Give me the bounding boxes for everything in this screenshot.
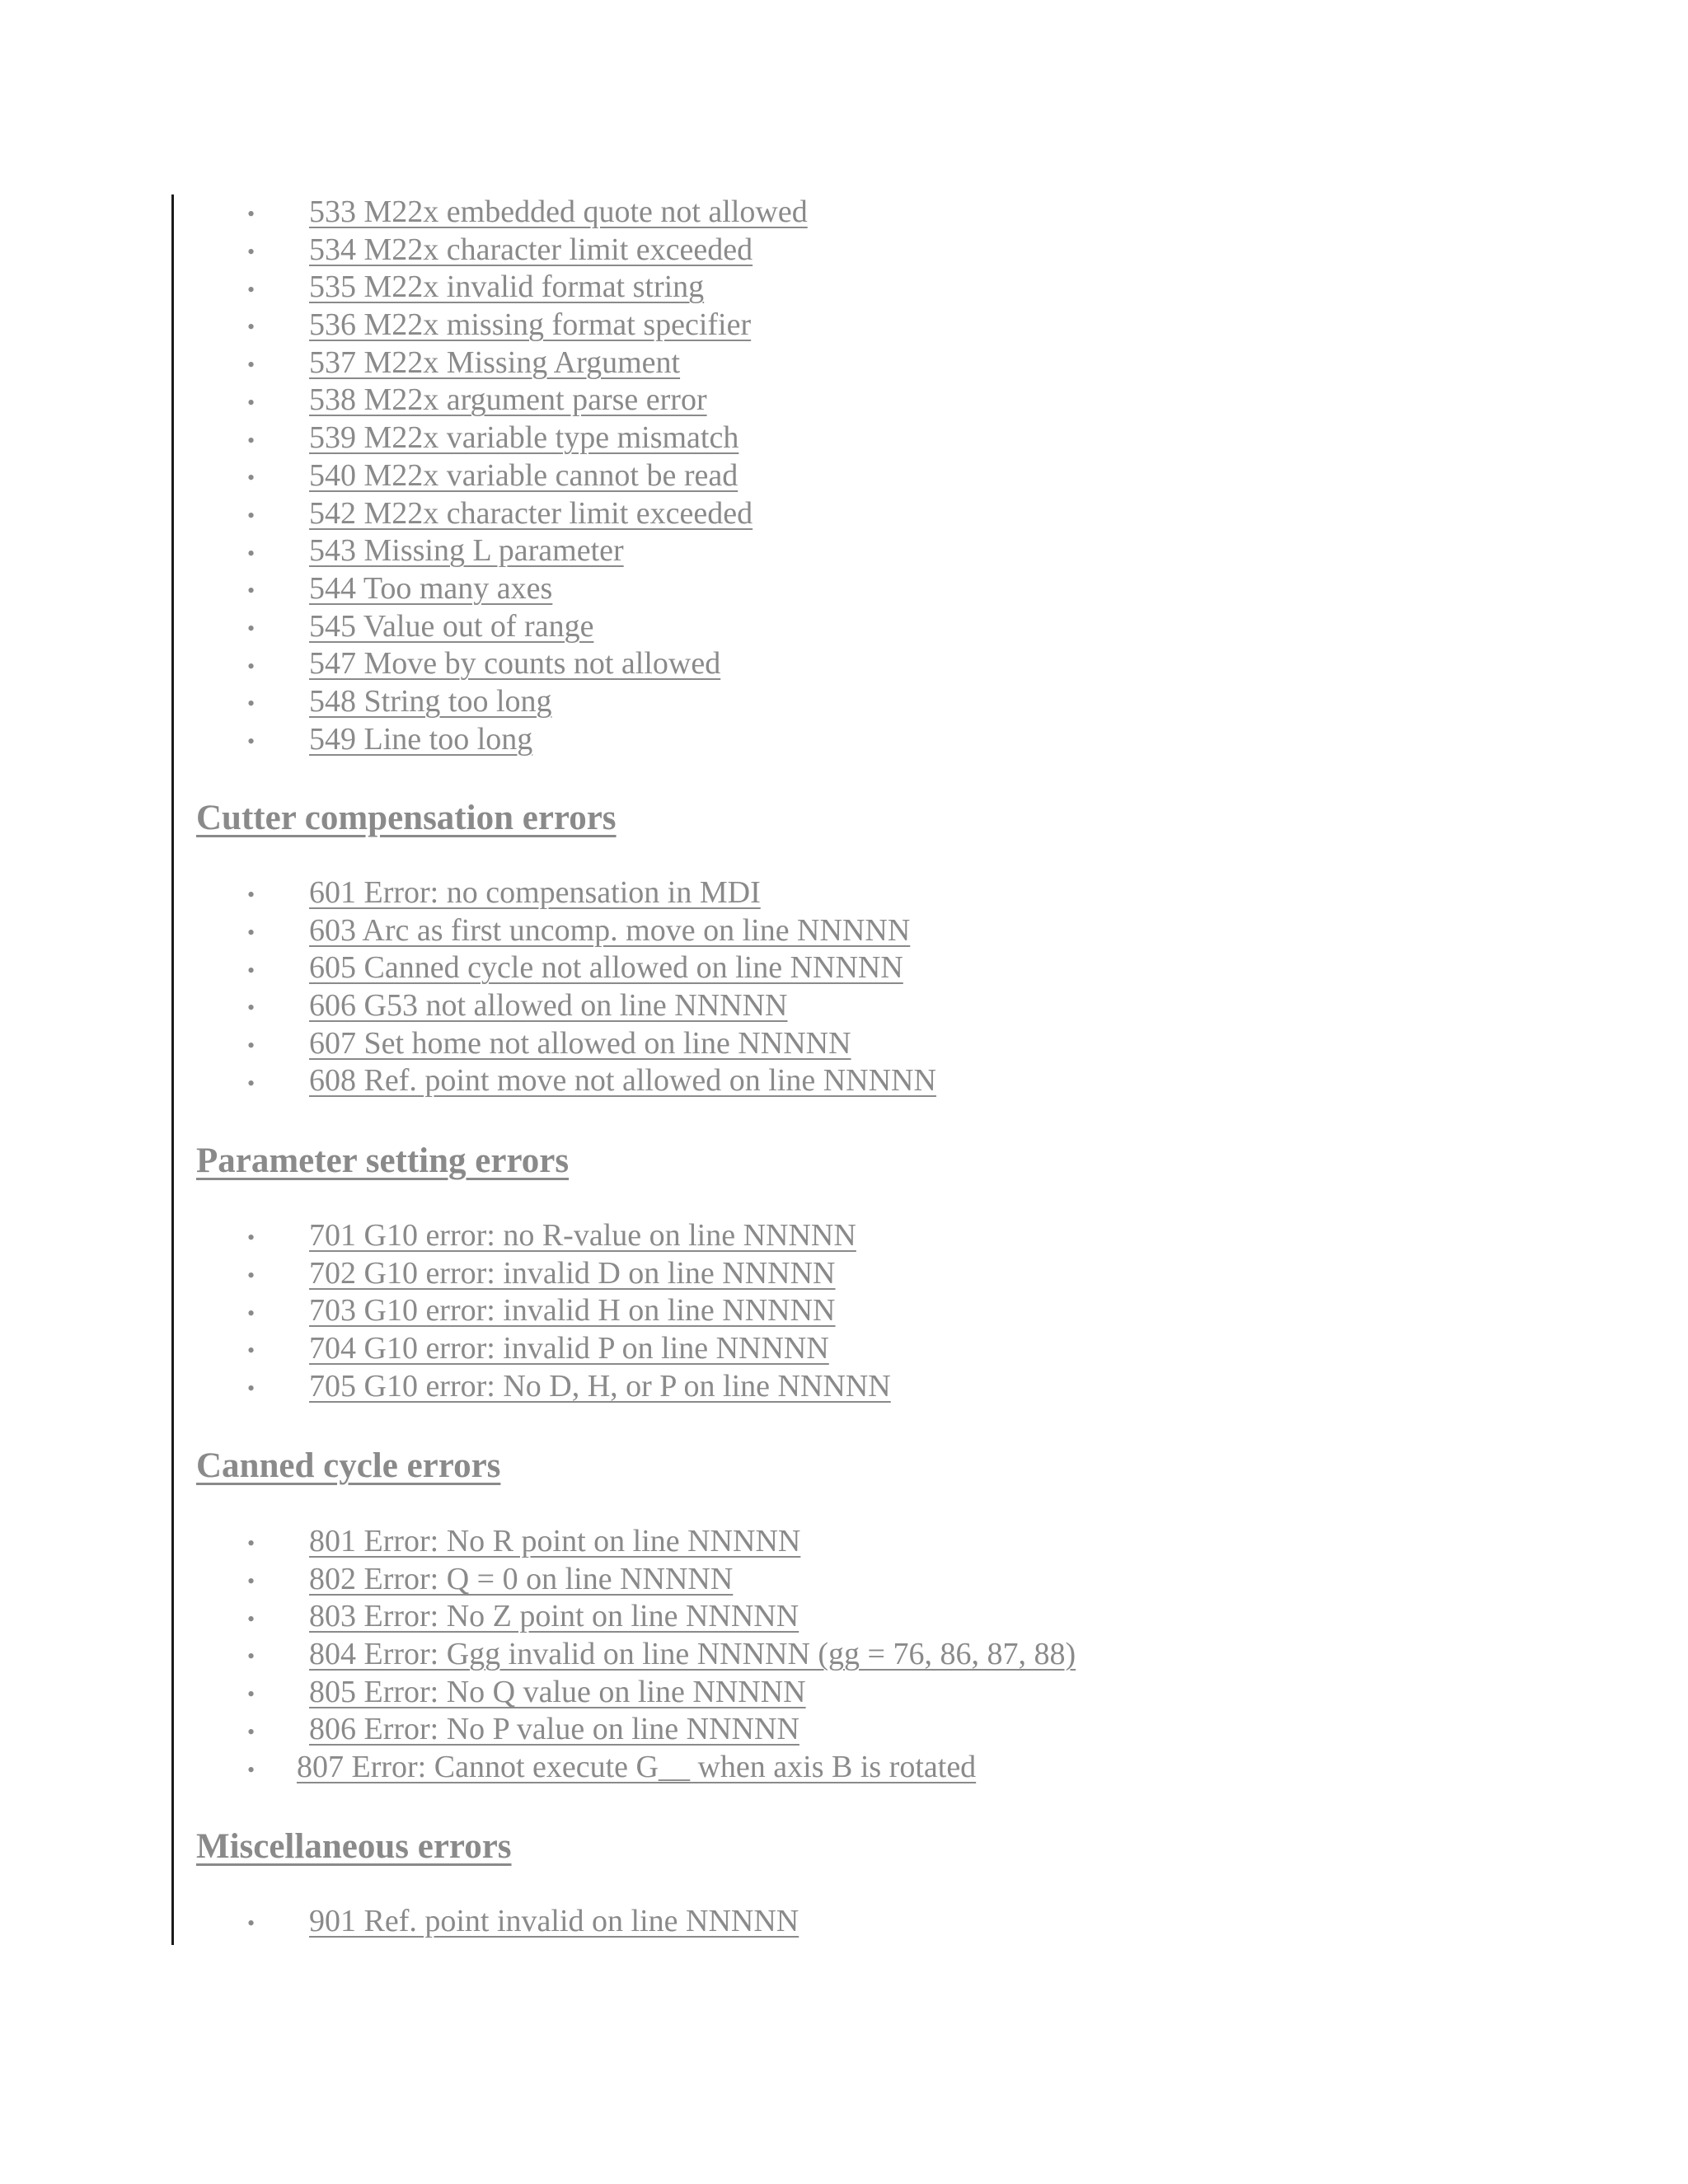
- bullet-icon: •: [247, 921, 256, 945]
- error-link[interactable]: • 805 Error: No Q value on line NNNNN: [245, 1674, 806, 1712]
- error-list: [0, 194, 1688, 758]
- bullet-icon: •: [247, 729, 256, 754]
- list-item: [0, 1062, 1688, 1100]
- error-list: [0, 1903, 1688, 1941]
- bullet-icon: •: [247, 1301, 256, 1325]
- heading-miscellaneous-errors[interactable]: Miscellaneous errors: [196, 1827, 512, 1866]
- error-link[interactable]: • 534 M22x character limit exceeded: [245, 232, 753, 269]
- list-item: [0, 1217, 1688, 1255]
- list-item: [0, 1903, 1688, 1941]
- error-link[interactable]: • 543 Missing L parameter: [245, 532, 624, 570]
- list-item: [0, 949, 1688, 987]
- list-item: [0, 344, 1688, 382]
- bullet-icon: •: [247, 240, 256, 265]
- list-item: [0, 1255, 1688, 1293]
- error-link[interactable]: • 535 M22x invalid format string: [245, 269, 704, 307]
- list-item: [0, 457, 1688, 495]
- list-item: [0, 269, 1688, 307]
- list-item: [0, 532, 1688, 570]
- error-list-block-700s: [0, 1217, 1688, 1405]
- list-item: [0, 1330, 1688, 1368]
- error-link[interactable]: • 544 Too many axes: [245, 570, 552, 608]
- list-item: [0, 232, 1688, 269]
- list-item: [0, 194, 1688, 232]
- error-link[interactable]: • 542 M22x character limit exceeded: [245, 495, 753, 533]
- error-link[interactable]: • 605 Canned cycle not allowed on line NNNNN: [245, 949, 903, 987]
- error-link[interactable]: • 606 G53 not allowed on line NNNNN: [245, 987, 787, 1025]
- list-item: [0, 721, 1688, 759]
- heading-cutter-compensation-errors[interactable]: Cutter compensation errors: [196, 799, 617, 837]
- list-item: [0, 987, 1688, 1025]
- list-item: [0, 1292, 1688, 1330]
- bullet-icon: •: [247, 1226, 256, 1250]
- error-link[interactable]: • 704 G10 error: invalid P on line NNNNN: [245, 1330, 829, 1368]
- bullet-icon: •: [247, 958, 256, 982]
- error-link[interactable]: • 703 G10 error: invalid H on line NNNNN: [245, 1292, 836, 1330]
- bullet-icon: •: [247, 883, 256, 907]
- bullet-icon: •: [247, 428, 256, 452]
- error-list-block-900s: [0, 1903, 1688, 1941]
- bullet-icon: •: [247, 315, 256, 340]
- bullet-icon: •: [247, 503, 256, 527]
- error-link[interactable]: • 807 Error: Cannot execute G__ when axis B is rotated: [245, 1749, 976, 1787]
- error-link[interactable]: • 540 M22x variable cannot be read: [245, 457, 738, 495]
- error-link[interactable]: • 537 M22x Missing Argument: [245, 344, 680, 382]
- error-link[interactable]: • 607 Set home not allowed on line NNNNN: [245, 1025, 851, 1063]
- list-item: [0, 382, 1688, 419]
- error-list: [0, 1217, 1688, 1405]
- bullet-icon: •: [247, 541, 256, 565]
- error-list: [0, 874, 1688, 1100]
- list-item: [0, 608, 1688, 646]
- list-item: [0, 1523, 1688, 1561]
- list-item: [0, 1025, 1688, 1063]
- bullet-icon: •: [247, 1569, 256, 1594]
- list-item: [0, 1636, 1688, 1674]
- bullet-icon: •: [247, 616, 256, 640]
- error-link[interactable]: • 547 Move by counts not allowed: [245, 645, 720, 683]
- heading-parameter-setting-errors[interactable]: Parameter setting errors: [196, 1141, 570, 1180]
- list-item: [0, 1711, 1688, 1749]
- list-item: [0, 645, 1688, 683]
- bullet-icon: •: [247, 202, 256, 227]
- bullet-icon: •: [247, 466, 256, 490]
- bullet-icon: •: [247, 1719, 256, 1744]
- bullet-icon: •: [247, 1071, 256, 1095]
- error-link[interactable]: • 533 M22x embedded quote not allowed: [245, 194, 808, 232]
- error-list-block-500s: [0, 194, 1688, 758]
- error-link[interactable]: • 702 G10 error: invalid D on line NNNNN: [245, 1255, 836, 1293]
- error-link[interactable]: • 806 Error: No P value on line NNNNN: [245, 1711, 799, 1749]
- list-item: [0, 419, 1688, 457]
- error-link[interactable]: • 603 Arc as first uncomp. move on line NNNNN: [245, 912, 910, 950]
- list-item: [0, 874, 1688, 912]
- list-item: [0, 1749, 1688, 1787]
- bullet-icon: •: [247, 277, 256, 302]
- list-item: [0, 1368, 1688, 1406]
- list-item: [0, 570, 1688, 608]
- list-item: [0, 307, 1688, 344]
- error-link[interactable]: • 901 Ref. point invalid on line NNNNN: [245, 1903, 799, 1941]
- list-item: [0, 1598, 1688, 1636]
- heading-canned-cycle-errors[interactable]: Canned cycle errors: [196, 1446, 501, 1485]
- error-list-block-800s: [0, 1523, 1688, 1787]
- bullet-icon: •: [247, 1338, 256, 1363]
- error-list-block-600s: [0, 874, 1688, 1100]
- error-link[interactable]: • 538 M22x argument parse error: [245, 382, 707, 419]
- error-link[interactable]: • 705 G10 error: No D, H, or P on line NNNNN: [245, 1368, 891, 1406]
- bullet-icon: •: [247, 579, 256, 603]
- list-item: [0, 495, 1688, 533]
- bullet-icon: •: [247, 1606, 256, 1631]
- bullet-icon: •: [247, 1033, 256, 1058]
- error-link[interactable]: • 601 Error: no compensation in MDI: [245, 874, 761, 912]
- bullet-icon: •: [247, 1911, 256, 1936]
- bullet-icon: •: [247, 654, 256, 678]
- bullet-icon: •: [247, 1757, 256, 1782]
- error-list: [0, 1523, 1688, 1787]
- list-item: [0, 1674, 1688, 1712]
- error-link[interactable]: • 804 Error: Ggg invalid on line NNNNN (gg = 76, 86, 87, 88): [245, 1636, 1076, 1674]
- bullet-icon: •: [247, 996, 256, 1020]
- bullet-icon: •: [247, 1644, 256, 1669]
- bullet-icon: •: [247, 1263, 256, 1288]
- error-link[interactable]: • 539 M22x variable type mismatch: [245, 419, 738, 457]
- error-link[interactable]: • 536 M22x missing format specifier: [245, 307, 751, 344]
- error-link[interactable]: • 802 Error: Q = 0 on line NNNNN: [245, 1561, 733, 1599]
- bullet-icon: •: [247, 1376, 256, 1401]
- error-link[interactable]: • 701 G10 error: no R-value on line NNNNN: [245, 1217, 856, 1255]
- bullet-icon: •: [247, 1682, 256, 1707]
- error-link[interactable]: • 545 Value out of range: [245, 608, 593, 646]
- error-link[interactable]: • 548 String too long: [245, 683, 552, 721]
- error-link[interactable]: • 803 Error: No Z point on line NNNNN: [245, 1598, 799, 1636]
- error-link[interactable]: • 549 Line too long: [245, 721, 532, 759]
- list-item: [0, 1561, 1688, 1599]
- error-link[interactable]: • 608 Ref. point move not allowed on line NNNNN: [245, 1062, 936, 1100]
- list-item: [0, 912, 1688, 950]
- bullet-icon: •: [247, 1531, 256, 1556]
- bullet-icon: •: [247, 353, 256, 377]
- bullet-icon: •: [247, 390, 256, 415]
- bullet-icon: •: [247, 691, 256, 716]
- list-item: [0, 683, 1688, 721]
- error-link[interactable]: • 801 Error: No R point on line NNNNN: [245, 1523, 800, 1561]
